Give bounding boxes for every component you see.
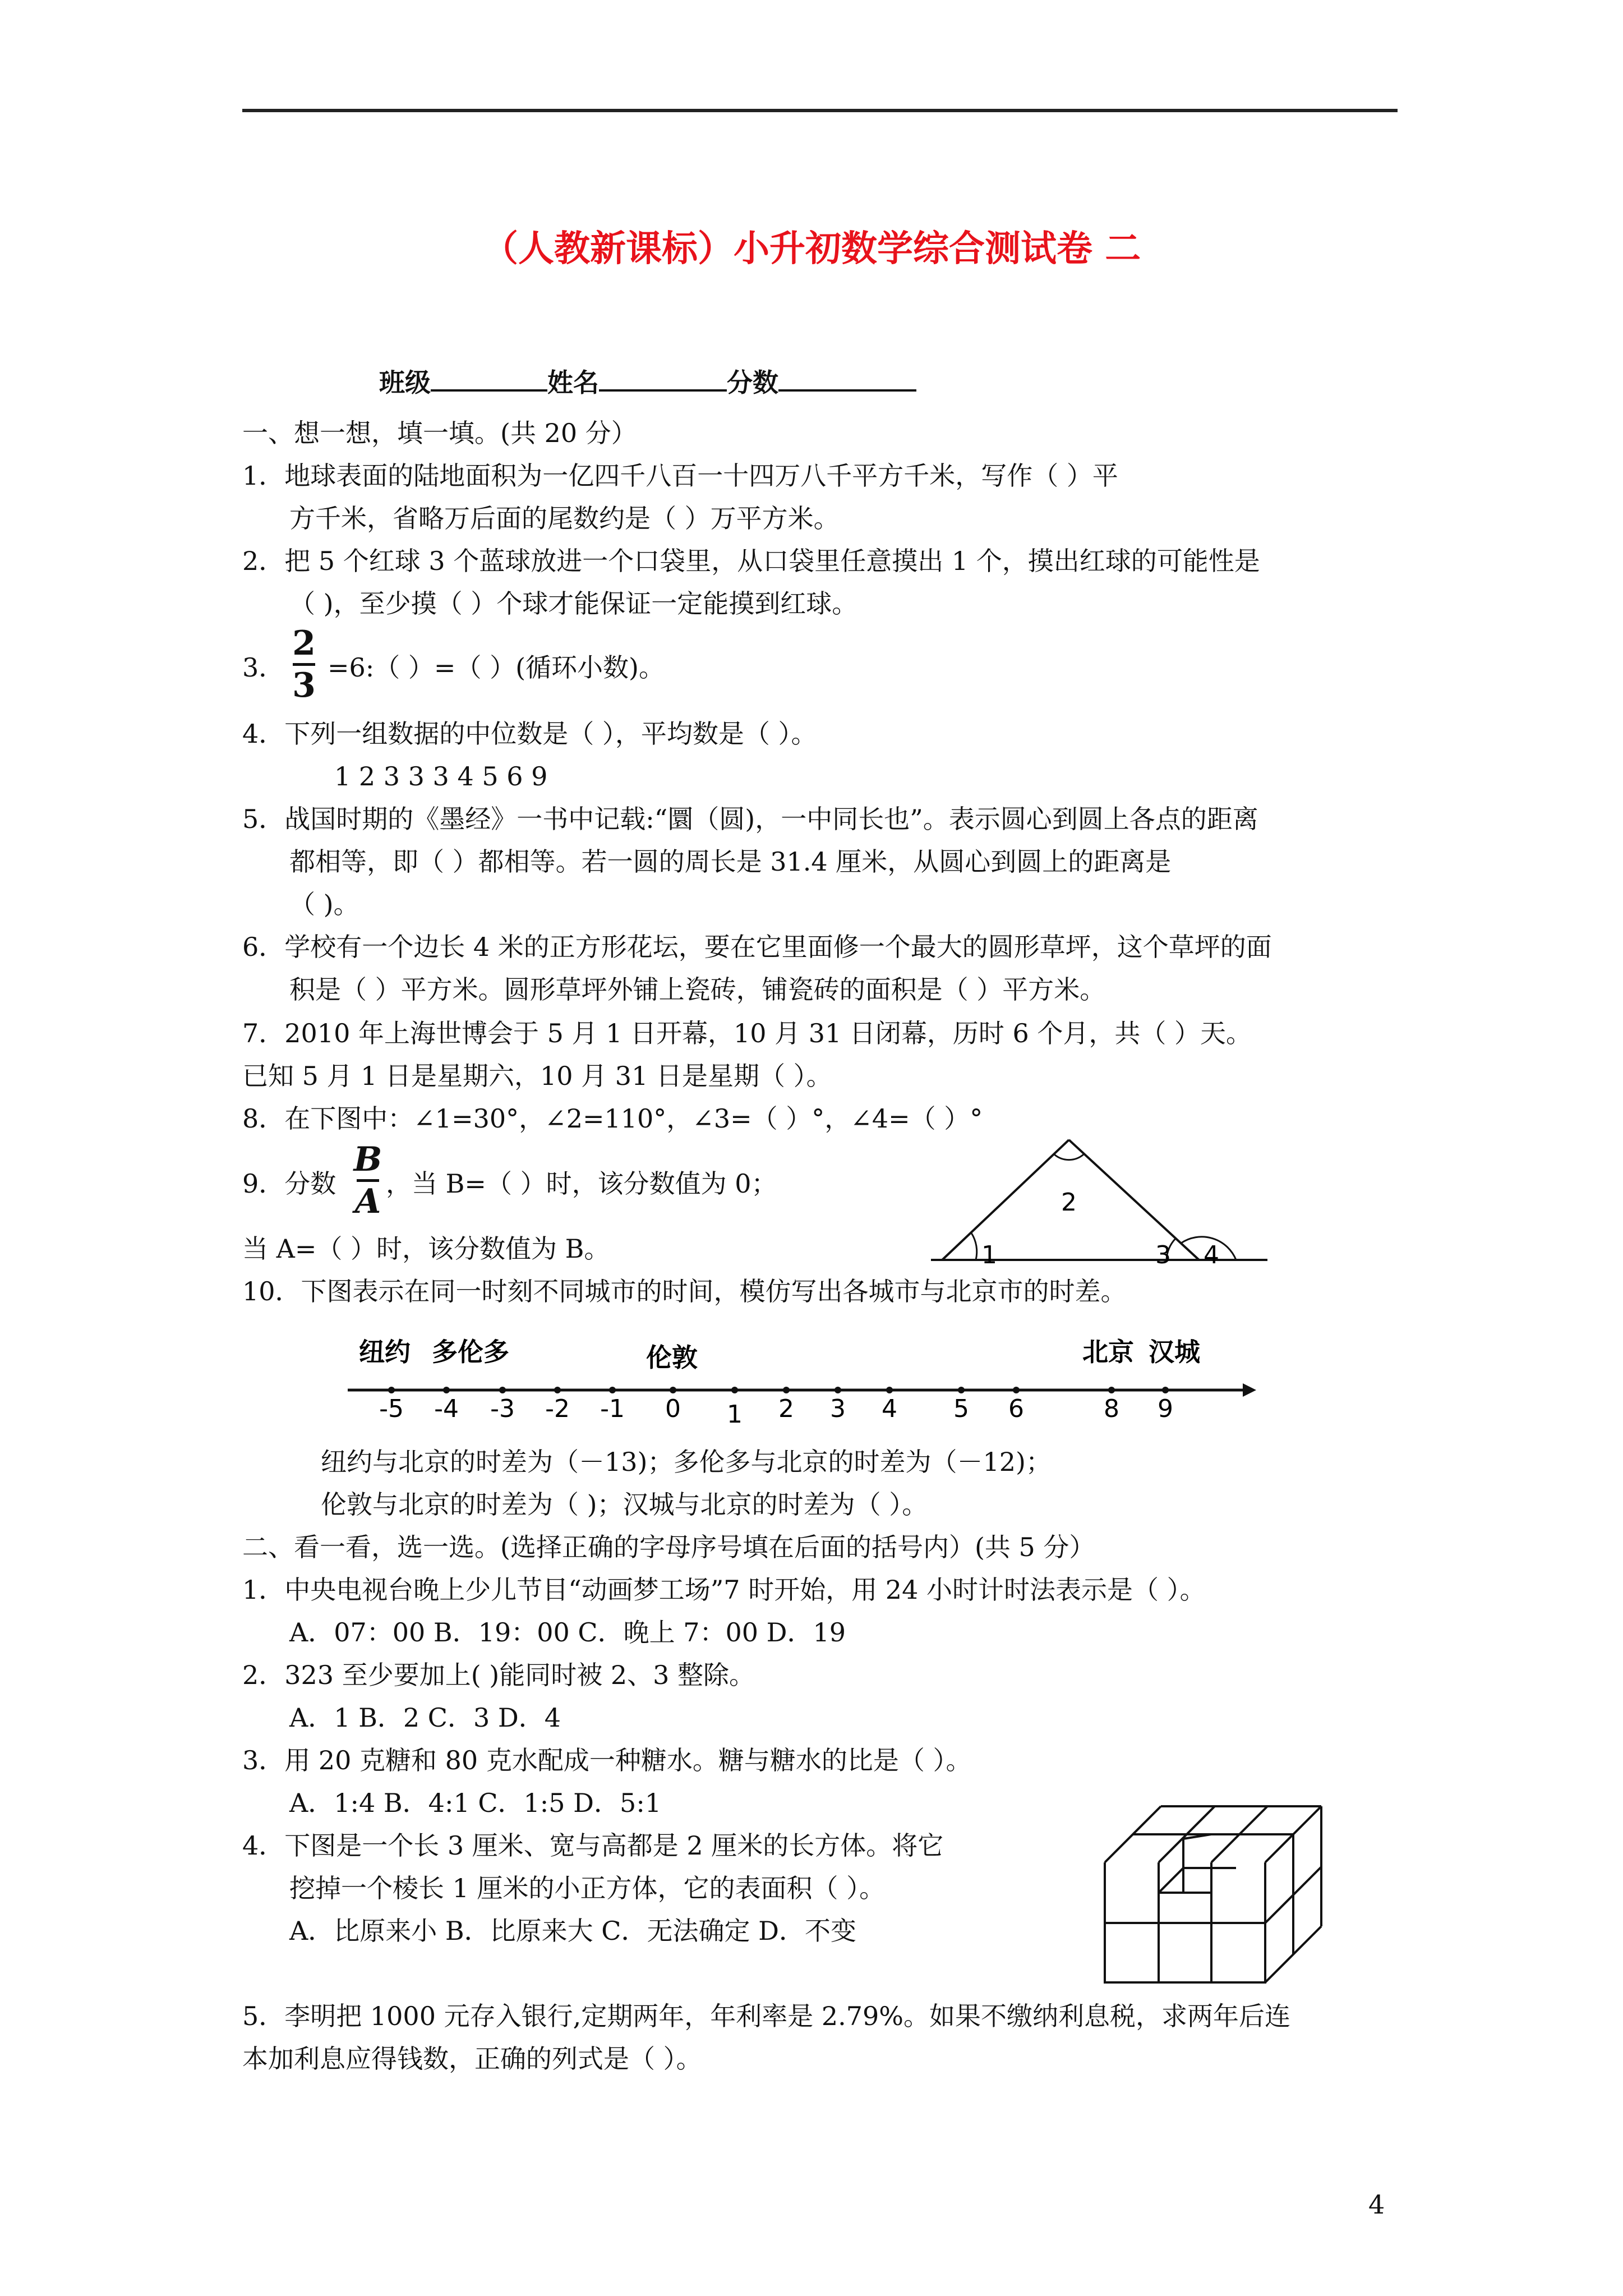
q3-fraction xyxy=(287,626,321,703)
angle1-label: 1 xyxy=(981,1241,997,1264)
mc5-question-line2: 本加利息应得钱数，正确的列式是（ ）。 xyxy=(242,2044,702,2074)
q9-fraction xyxy=(351,1142,385,1219)
mc3-options: A．1:4 B．4:1 C．1:5 D．5:1 xyxy=(289,1788,662,1818)
mc1-options: A．07：00 B．19：00 C．晚上 7：00 D．19 xyxy=(289,1617,846,1648)
mc4-options: A．比原来小 B．比原来大 C．无法确定 D．不变 xyxy=(289,1916,856,1946)
tick-label: 1 xyxy=(727,1400,743,1425)
tick-mark xyxy=(554,1387,561,1393)
section2-heading: 二、看一看，选一选。(选择正确的字母序号填在后面的括号内）(共 5 分） xyxy=(242,1532,1095,1562)
class-field[interactable] xyxy=(431,365,547,392)
tick-label: 2 xyxy=(778,1395,794,1423)
q9-line2: 当 A=（ ）时，该分数值为 B。 xyxy=(242,1234,610,1264)
q2-line2: （ )，至少摸（ ）个球才能保证一定能摸到红球。 xyxy=(289,588,858,619)
angle2-arc xyxy=(1054,1154,1083,1160)
tick-label: 8 xyxy=(1104,1395,1119,1423)
q3-denominator: 3 xyxy=(292,666,316,705)
page-title: （人教新课标）小升初数学综合测试卷 二 xyxy=(482,228,1141,270)
angle4-label: 4 xyxy=(1204,1241,1219,1264)
tick-label: -2 xyxy=(545,1395,570,1423)
q7-line2: 已知 5 月 1 日是星期六，10 月 31 日是星期（ ）。 xyxy=(242,1061,832,1091)
q4-line: 4．下列一组数据的中位数是（ ），平均数是（ ）。 xyxy=(242,719,817,749)
page-number: 4 xyxy=(1368,2189,1385,2220)
triangle-right-side xyxy=(1069,1140,1199,1260)
student-info-row xyxy=(379,365,916,399)
q9-prefix: 9．分数 xyxy=(242,1168,336,1199)
q10-line: 10．下图表示在同一时刻不同城市的时间，模仿写出各城市与北京市的时差。 xyxy=(242,1276,1127,1306)
tick-mark xyxy=(886,1387,893,1393)
header-rule xyxy=(242,109,1398,112)
angle3-label: 3 xyxy=(1155,1241,1171,1264)
mc2-options: A．1 B．2 C．3 D．4 xyxy=(289,1703,561,1733)
q5-line1: 5．战国时期的《墨经》一书中记载:“圜（圆)，一中同长也”。表示圆心到圆上各点的距离 xyxy=(242,804,1258,834)
arrow-head xyxy=(1243,1383,1256,1397)
score-label: 分数 xyxy=(727,367,778,398)
section1-heading: 一、想一想，填一填。(共 20 分） xyxy=(242,418,637,448)
triangle-figure xyxy=(931,1135,1273,1264)
class-label: 班级 xyxy=(379,367,431,398)
angle1-arc xyxy=(971,1233,977,1260)
q6-line2: 积是（ ）平方米。圆形草坪外铺上瓷砖，铺瓷砖的面积是（ ）平方米。 xyxy=(289,974,1106,1005)
q1-line2: 方千米，省略万后面的尾数约是（ ）万平方米。 xyxy=(289,503,840,533)
q4-data: 1 2 3 3 3 4 5 6 9 xyxy=(334,761,548,792)
q2-line1: 2．把 5 个红球 3 个蓝球放进一个口袋里，从口袋里任意摸出 1 个，摸出红球的可能性是 xyxy=(242,546,1260,576)
tick-label: -3 xyxy=(490,1395,515,1423)
city-beijing: 北京 xyxy=(1082,1337,1134,1367)
q10-answer2: 伦敦与北京的时差为（ )；汉城与北京的时差为（ ）。 xyxy=(321,1489,928,1520)
tick-label: 6 xyxy=(1008,1395,1024,1423)
q3-numerator: 2 xyxy=(292,624,316,663)
mc2-question: 2．323 至少要加上( )能同时被 2、3 整除。 xyxy=(242,1660,755,1690)
name-field[interactable] xyxy=(599,365,727,392)
q7-line1: 7．2010 年上海世博会于 5 月 1 日开幕，10 月 31 日闭幕，历时 6 个月，共（ ）天。 xyxy=(242,1018,1252,1048)
tick-group xyxy=(379,1387,1173,1425)
city-seoul: 汉城 xyxy=(1149,1337,1200,1367)
q5-line3: （ )。 xyxy=(289,889,359,919)
name-label: 姓名 xyxy=(547,367,599,398)
tick-mark xyxy=(499,1387,506,1393)
tick-label: 4 xyxy=(882,1395,897,1423)
tick-label: 9 xyxy=(1158,1395,1173,1423)
q10-answer1: 纽约与北京的时差为（－13)；多伦多与北京的时差为（－12)； xyxy=(321,1447,1052,1477)
tick-mark xyxy=(670,1387,676,1393)
tick-mark xyxy=(783,1387,790,1393)
tick-label: 0 xyxy=(665,1395,681,1423)
cut-notch-1 xyxy=(1159,1862,1236,1893)
tick-label: -5 xyxy=(379,1395,404,1423)
tick-mark xyxy=(1162,1387,1169,1393)
q9-line1: ，当 B=（ ）时，该分数值为 0； xyxy=(386,1168,777,1199)
mc1-question: 1．中央电视台晚上少儿节目“动画梦工场”7 时开始，用 24 小时计时法表示是（ ）。 xyxy=(242,1575,1206,1605)
tick-mark xyxy=(388,1387,395,1393)
tick-mark xyxy=(609,1387,616,1393)
q8-line: 8．在下图中：∠1=30°，∠2=110°，∠3=（ ）°，∠4=（ ）° xyxy=(242,1103,983,1134)
mc3-question: 3．用 20 克糖和 80 克水配成一种糖水。糖与糖水的比是（ ）。 xyxy=(242,1745,972,1775)
angle2-label: 2 xyxy=(1061,1188,1077,1217)
city-newyork: 纽约 xyxy=(359,1337,411,1367)
tick-mark xyxy=(731,1387,738,1393)
mc4-question-line2: 挖掉一个棱长 1 厘米的小正方体，它的表面积（ ）。 xyxy=(289,1873,886,1903)
cuboid-figure xyxy=(1099,1800,1335,1990)
tick-label: -1 xyxy=(600,1395,625,1423)
mc4-question-line1: 4．下图是一个长 3 厘米、宽与高都是 2 厘米的长方体。将它 xyxy=(242,1830,944,1861)
city-london: 伦敦 xyxy=(646,1342,698,1373)
tick-label: 3 xyxy=(830,1395,846,1423)
tick-mark xyxy=(443,1387,450,1393)
tick-label: 5 xyxy=(953,1395,969,1423)
tick-mark xyxy=(834,1387,841,1393)
q5-line2: 都相等，即（ ）都相等。若一圆的周长是 31.4 厘米，从圆心到圆上的距离是 xyxy=(289,846,1172,877)
mc5-question-line1: 5．李明把 1000 元存入银行,定期两年，年利率是 2.79%。如果不缴纳利息税，求两年后连 xyxy=(242,2001,1290,2031)
q6-line1: 6．学校有一个边长 4 米的正方形花坛，要在它里面修一个最大的圆形草坪，这个草坪的面 xyxy=(242,932,1272,962)
q1-line1: 1．地球表面的陆地面积为一亿四千八百一十四万八千平方千米，写作（ ）平 xyxy=(242,461,1118,491)
q9-denominator: A xyxy=(354,1182,381,1221)
q3-text: =6:（ ）=（ ）(循环小数)。 xyxy=(328,652,665,683)
q3-number: 3． xyxy=(242,652,285,683)
city-toronto: 多伦多 xyxy=(432,1337,509,1367)
cut-notch-2 xyxy=(1183,1834,1211,1893)
triangle-left-side xyxy=(942,1140,1069,1260)
tick-mark xyxy=(1013,1387,1020,1393)
tick-mark xyxy=(958,1387,965,1393)
tick-mark xyxy=(1108,1387,1115,1393)
score-field[interactable] xyxy=(778,365,916,392)
tick-label: -4 xyxy=(434,1395,459,1423)
q9-numerator: B xyxy=(353,1140,382,1179)
number-line-figure xyxy=(348,1335,1267,1425)
